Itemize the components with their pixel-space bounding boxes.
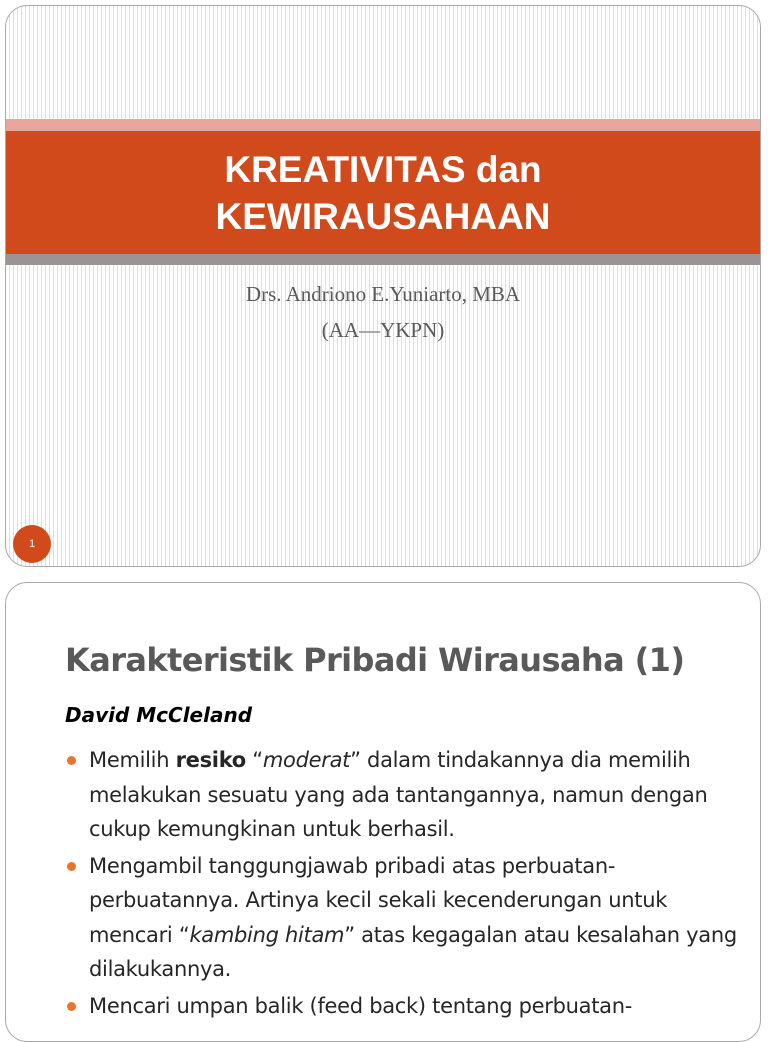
- author-name: Drs. Andriono E.Yuniarto, MBA: [245, 282, 521, 306]
- bullet-1-bold: resiko: [175, 748, 246, 772]
- slide-number-badge: 1: [13, 525, 51, 563]
- slide-title-line-2: KEWIRAUSAHAAN: [215, 195, 551, 237]
- content-slide-author: David McCleland: [65, 703, 253, 727]
- bullet-3-text: Mencari umpan balik (feed back) tentang perbuatan-: [89, 993, 633, 1018]
- bullet-2-pre: Mengambil tanggungjawab pribadi atas perbuatan-perbuatannya. Artinya kecil sekali kecenderungan untuk mencari “: [89, 853, 668, 947]
- bullet-item-3: [65, 989, 745, 1024]
- bullet-1-italic: moderat: [262, 748, 351, 772]
- title-band: [6, 131, 760, 254]
- content-slide-title: Karakteristik Pribadi Wirausaha (1): [65, 641, 685, 679]
- bullet-1-pre: Memilih: [89, 748, 176, 772]
- bullet-2-italic: kambing hitam: [189, 922, 345, 947]
- slide-title-line-1: KREATIVITAS dan: [224, 148, 542, 190]
- slide-title: [215, 146, 550, 240]
- bullet-item-1: [65, 743, 745, 847]
- title-band-top: [6, 119, 760, 131]
- bullet-1-mid: “: [245, 748, 263, 772]
- bullet-1-post: ” dalam tindakannya dia memilih melakukan sesuatu yang ada tantangannya, namun dengan cukup kemungkinan untuk berhasil.: [89, 748, 708, 841]
- title-band-bottom: [6, 254, 760, 265]
- bullet-2-post: ” atas kegagalan atau kesalahan yang dilakukannya.: [89, 922, 737, 981]
- bullet-list: [65, 743, 745, 1025]
- content-slide: [5, 582, 761, 1042]
- slide-subtitle: [6, 276, 760, 348]
- title-slide: [5, 5, 761, 567]
- author-affiliation: (AA—YKPN): [321, 318, 445, 342]
- bullet-item-2: [65, 849, 745, 987]
